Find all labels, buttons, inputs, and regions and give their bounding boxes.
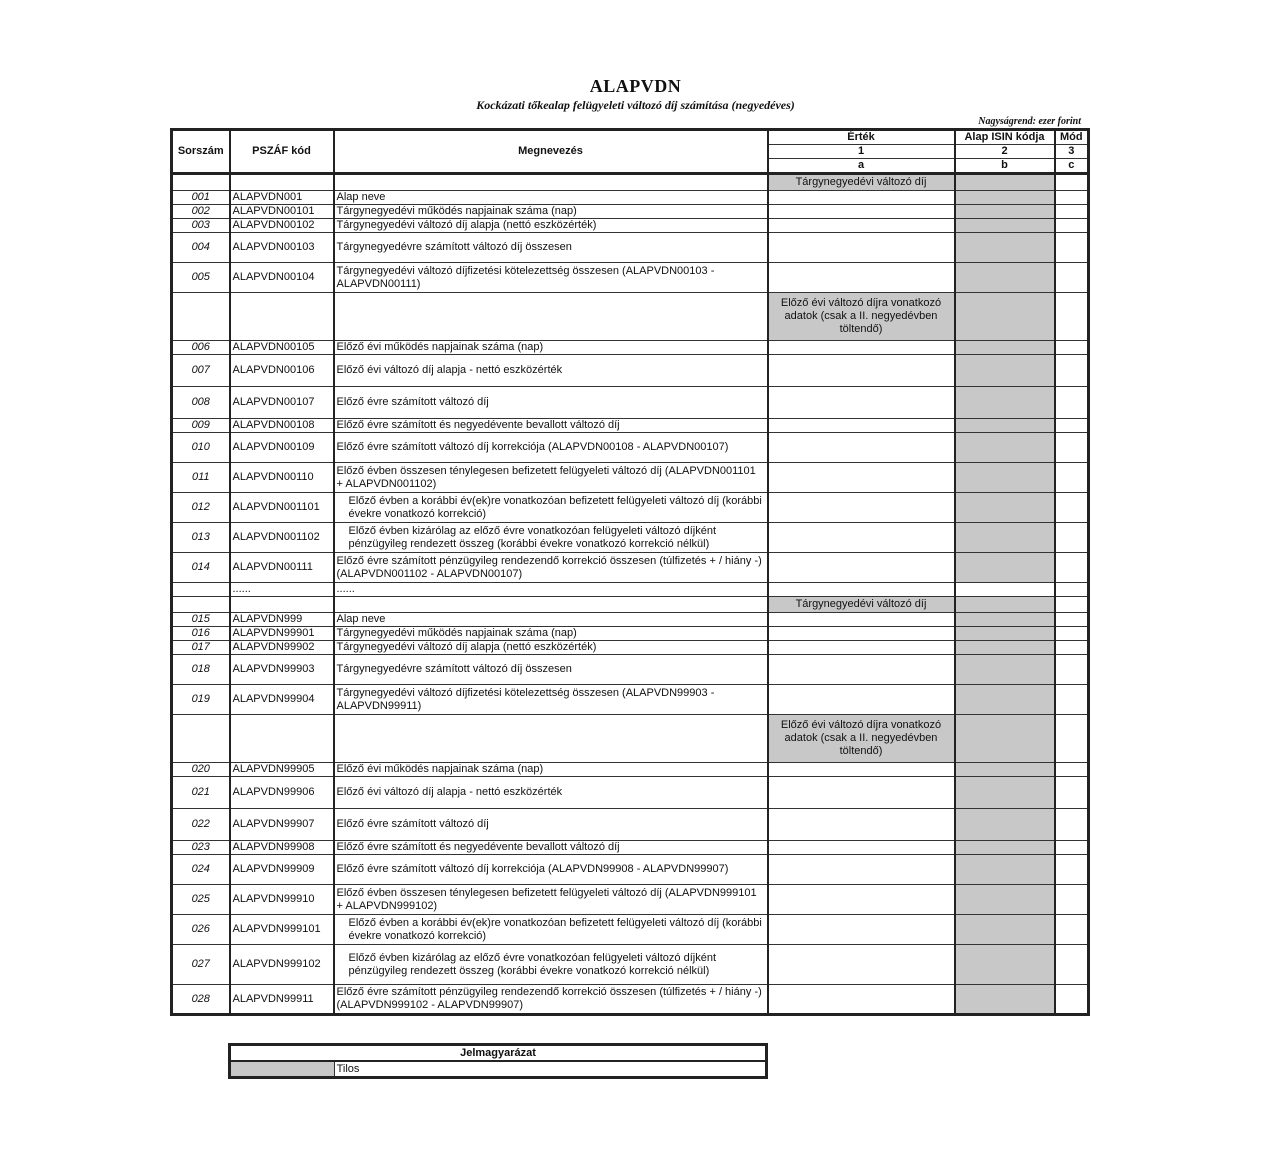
row-name: Tárgynegyedévre számított változó díj összesen <box>334 233 768 263</box>
isin-cell-disabled <box>955 855 1055 885</box>
isin-cell-disabled <box>955 655 1055 685</box>
isin-cell-disabled <box>955 493 1055 523</box>
mode-cell[interactable] <box>1055 655 1089 685</box>
value-cell[interactable] <box>768 655 955 685</box>
isin-cell-disabled <box>955 341 1055 355</box>
value-cell[interactable] <box>768 553 955 583</box>
row-code: ALAPVDN99907 <box>230 809 334 841</box>
mode-cell[interactable] <box>1055 945 1089 985</box>
row-name: Előző évi változó díj alapja - nettó eszközérték <box>334 355 768 387</box>
isin-cell-disabled <box>955 915 1055 945</box>
mode-cell[interactable] <box>1055 463 1089 493</box>
row-code: ALAPVDN00108 <box>230 419 334 433</box>
row-number: 003 <box>172 219 230 233</box>
header-letter-b: b <box>955 159 1055 174</box>
mode-cell[interactable] <box>1055 763 1089 777</box>
value-cell[interactable] <box>768 613 955 627</box>
section-label: Tárgynegyedévi változó díj <box>768 597 955 613</box>
row-code: ALAPVDN99906 <box>230 777 334 809</box>
mode-cell[interactable] <box>1055 233 1089 263</box>
value-cell[interactable] <box>768 627 955 641</box>
section-label-row <box>172 293 1089 341</box>
row-code: ALAPVDN00105 <box>230 341 334 355</box>
value-cell[interactable] <box>768 341 955 355</box>
row-name: Előző évre számított változó díj <box>334 387 768 419</box>
page-subtitle: Kockázati tőkealap felügyeleti változó díj számítása (negyedéves) <box>476 98 795 112</box>
row-number: 012 <box>172 493 230 523</box>
empty-cell <box>230 715 334 763</box>
row-name: Előző évi működés napjainak száma (nap) <box>334 341 768 355</box>
isin-cell-disabled <box>955 627 1055 641</box>
grey-cell <box>955 597 1055 613</box>
row-code: ALAPVDN00107 <box>230 387 334 419</box>
row-number: 011 <box>172 463 230 493</box>
grey-cell <box>955 715 1055 763</box>
row-code: ALAPVDN999101 <box>230 915 334 945</box>
isin-cell-disabled <box>955 523 1055 553</box>
isin-cell-disabled <box>955 419 1055 433</box>
mode-cell[interactable] <box>1055 855 1089 885</box>
mode-cell[interactable] <box>1055 419 1089 433</box>
section-label-row <box>172 597 1089 613</box>
isin-cell-disabled <box>955 233 1055 263</box>
row-number: 021 <box>172 777 230 809</box>
mode-cell[interactable] <box>1055 493 1089 523</box>
empty-cell <box>334 174 768 191</box>
row-name: Tárgynegyedévi változó díjfizetési kötelezettség összesen (ALAPVDN00103 - ALAPVDN00111) <box>334 263 768 293</box>
header-letter-c: c <box>1055 159 1089 174</box>
row-name: Előző évre számított változó díj <box>334 809 768 841</box>
table-row <box>172 985 1089 1015</box>
value-cell[interactable] <box>768 685 955 715</box>
empty-cell <box>334 293 768 341</box>
table-row <box>172 341 1089 355</box>
value-cell[interactable] <box>768 777 955 809</box>
mode-cell[interactable] <box>1055 841 1089 855</box>
mode-cell[interactable] <box>1055 263 1089 293</box>
isin-cell-disabled <box>955 809 1055 841</box>
empty-cell <box>230 293 334 341</box>
mode-cell[interactable] <box>1055 341 1089 355</box>
table-row <box>172 885 1089 915</box>
table-row <box>172 355 1089 387</box>
page-title: ALAPVDN <box>589 76 682 96</box>
grey-cell <box>955 174 1055 191</box>
isin-cell-disabled <box>955 219 1055 233</box>
dots-cell: ...... <box>334 583 768 597</box>
isin-cell-disabled <box>955 885 1055 915</box>
table-row <box>172 387 1089 419</box>
isin-cell-disabled <box>955 387 1055 419</box>
isin-cell-disabled <box>955 263 1055 293</box>
mode-cell[interactable] <box>1055 809 1089 841</box>
header-num-3: 3 <box>1055 145 1089 159</box>
empty-cell <box>172 583 230 597</box>
legend-title: Jelmagyarázat <box>230 1045 767 1062</box>
row-code: ALAPVDN99905 <box>230 763 334 777</box>
row-name: Tárgynegyedévi működés napjainak száma (nap) <box>334 627 768 641</box>
legend-grey-label: Tilos <box>334 1061 766 1078</box>
mode-cell[interactable] <box>1055 523 1089 553</box>
row-number: 015 <box>172 613 230 627</box>
legend-grey-swatch <box>230 1061 335 1078</box>
value-cell[interactable] <box>768 419 955 433</box>
row-name: Előző évre számított pénzügyileg rendezendő korrekció összesen (túlfizetés + / hiány -) (ALAPVDN999102 - ALAPVDN99907) <box>334 985 768 1015</box>
row-code: ALAPVDN99909 <box>230 855 334 885</box>
mode-cell[interactable] <box>1055 355 1089 387</box>
value-cell[interactable] <box>768 945 955 985</box>
empty-cell <box>172 715 230 763</box>
row-number: 016 <box>172 627 230 641</box>
table-row <box>172 627 1089 641</box>
row-number: 014 <box>172 553 230 583</box>
row-name: Előző évben a korábbi év(ek)re vonatkozóan befizetett felügyeleti változó díj (korábbi évekre vonatkozó korrekció) <box>334 493 768 523</box>
table-row <box>172 493 1089 523</box>
isin-cell-disabled <box>955 685 1055 715</box>
table-row <box>172 855 1089 885</box>
row-name: Előző évre számított pénzügyileg rendezendő korrekció összesen (túlfizetés + / hiány -) (ALAPVDN001102 - ALAPVDN00107) <box>334 553 768 583</box>
row-name: Előző évre számított és negyedévente bevallott változó díj <box>334 419 768 433</box>
isin-cell-disabled <box>955 777 1055 809</box>
value-cell[interactable] <box>768 641 955 655</box>
mode-cell[interactable] <box>1055 191 1089 205</box>
row-number: 017 <box>172 641 230 655</box>
value-cell[interactable] <box>768 433 955 463</box>
table-row <box>172 613 1089 627</box>
row-code: ALAPVDN99901 <box>230 627 334 641</box>
grey-cell <box>955 293 1055 341</box>
value-cell[interactable] <box>768 763 955 777</box>
row-name: Tárgynegyedévi változó díj alapja (nettó eszközérték) <box>334 641 768 655</box>
table-row <box>172 191 1089 205</box>
isin-cell-disabled <box>955 553 1055 583</box>
header-ertek: Érték <box>768 130 955 145</box>
empty-cell <box>172 293 230 341</box>
value-cell[interactable] <box>768 915 955 945</box>
header-sorszam: Sorszám <box>172 130 230 174</box>
table-row <box>172 945 1089 985</box>
value-cell[interactable] <box>768 809 955 841</box>
table-row <box>172 263 1089 293</box>
mode-cell[interactable] <box>1055 627 1089 641</box>
row-code: ALAPVDN00111 <box>230 553 334 583</box>
row-code: ALAPVDN00101 <box>230 205 334 219</box>
row-name: Előző évre számított változó díj korrekciója (ALAPVDN99908 - ALAPVDN99907) <box>334 855 768 885</box>
row-number: 009 <box>172 419 230 433</box>
row-code: ALAPVDN99904 <box>230 685 334 715</box>
empty-cell <box>1055 597 1089 613</box>
isin-cell-disabled <box>955 205 1055 219</box>
value-cell[interactable] <box>768 233 955 263</box>
row-name: Előző évben a korábbi év(ek)re vonatkozóan befizetett felügyeleti változó díj (korábbi évekre vonatkozó korrekció) <box>334 915 768 945</box>
row-code: ALAPVDN00110 <box>230 463 334 493</box>
row-code: ALAPVDN00102 <box>230 219 334 233</box>
row-name: Előző évre számított változó díj korrekciója (ALAPVDN00108 - ALAPVDN00107) <box>334 433 768 463</box>
empty-cell <box>334 597 768 613</box>
value-cell[interactable] <box>768 493 955 523</box>
table-row <box>172 219 1089 233</box>
table-row <box>172 233 1089 263</box>
row-name: Tárgynegyedévi változó díj alapja (nettó eszközérték) <box>334 219 768 233</box>
row-name: Előző évi változó díj alapja - nettó eszközérték <box>334 777 768 809</box>
row-name: Alap neve <box>334 191 768 205</box>
value-cell[interactable] <box>768 855 955 885</box>
row-number: 023 <box>172 841 230 855</box>
row-number: 019 <box>172 685 230 715</box>
value-cell[interactable] <box>768 191 955 205</box>
empty-cell <box>172 174 230 191</box>
empty-cell <box>1055 174 1089 191</box>
mode-cell[interactable] <box>1055 387 1089 419</box>
row-number: 006 <box>172 341 230 355</box>
mode-cell[interactable] <box>1055 685 1089 715</box>
row-number: 013 <box>172 523 230 553</box>
isin-cell-disabled <box>955 613 1055 627</box>
row-name: Előző évi működés napjainak száma (nap) <box>334 763 768 777</box>
row-name: Előző évben összesen ténylegesen befizetett felügyeleti változó díj (ALAPVDN001101 + ALAPVDN001102) <box>334 463 768 493</box>
row-number: 026 <box>172 915 230 945</box>
row-number: 025 <box>172 885 230 915</box>
row-number: 004 <box>172 233 230 263</box>
row-number: 002 <box>172 205 230 219</box>
row-name: Előző évben összesen ténylegesen befizetett felügyeleti változó díj (ALAPVDN999101 + ALAPVDN999102) <box>334 885 768 915</box>
mode-cell[interactable] <box>1055 915 1089 945</box>
row-code: ALAPVDN999 <box>230 613 334 627</box>
table-row <box>172 419 1089 433</box>
row-number: 001 <box>172 191 230 205</box>
value-cell[interactable] <box>768 523 955 553</box>
table-row <box>172 841 1089 855</box>
main-table <box>170 128 1090 1016</box>
row-code: ALAPVDN00103 <box>230 233 334 263</box>
isin-cell-disabled <box>955 463 1055 493</box>
value-cell[interactable] <box>768 205 955 219</box>
value-cell[interactable] <box>768 885 955 915</box>
row-number: 008 <box>172 387 230 419</box>
mode-cell[interactable] <box>1055 777 1089 809</box>
row-code: ALAPVDN99910 <box>230 885 334 915</box>
table-row <box>172 463 1089 493</box>
value-cell[interactable] <box>768 387 955 419</box>
isin-cell-disabled <box>955 191 1055 205</box>
empty-cell <box>230 597 334 613</box>
mode-cell[interactable] <box>1055 433 1089 463</box>
section-label-row <box>172 174 1089 191</box>
row-code: ALAPVDN001101 <box>230 493 334 523</box>
isin-cell-disabled <box>955 355 1055 387</box>
table-row <box>172 655 1089 685</box>
table-row <box>172 205 1089 219</box>
section-label-row <box>172 715 1089 763</box>
header-pszaf: PSZÁF kód <box>230 130 334 174</box>
row-code: ALAPVDN99908 <box>230 841 334 855</box>
row-code: ALAPVDN99911 <box>230 985 334 1015</box>
empty-cell <box>1055 715 1089 763</box>
mode-cell[interactable] <box>1055 205 1089 219</box>
table-row <box>172 641 1089 655</box>
value-cell[interactable] <box>768 463 955 493</box>
table-row <box>172 523 1089 553</box>
row-name: Tárgynegyedévre számított változó díj összesen <box>334 655 768 685</box>
isin-cell-disabled <box>955 985 1055 1015</box>
row-code: ALAPVDN001102 <box>230 523 334 553</box>
row-code: ALAPVDN00109 <box>230 433 334 463</box>
row-number: 007 <box>172 355 230 387</box>
row-number: 010 <box>172 433 230 463</box>
table-row <box>172 915 1089 945</box>
empty-cell <box>1055 293 1089 341</box>
section-label: Tárgynegyedévi változó díj <box>768 174 955 191</box>
row-number: 027 <box>172 945 230 985</box>
row-number: 005 <box>172 263 230 293</box>
row-number: 020 <box>172 763 230 777</box>
row-number: 022 <box>172 809 230 841</box>
isin-cell-disabled <box>955 433 1055 463</box>
isin-cell-disabled <box>955 841 1055 855</box>
mode-cell[interactable] <box>1055 613 1089 627</box>
row-code: ALAPVDN999102 <box>230 945 334 985</box>
row-name: Alap neve <box>334 613 768 627</box>
row-name: Tárgynegyedévi működés napjainak száma (nap) <box>334 205 768 219</box>
value-cell[interactable] <box>768 985 955 1015</box>
row-code: ALAPVDN001 <box>230 191 334 205</box>
empty-cell <box>334 715 768 763</box>
section-label: Előző évi változó díjra vonatkozó adatok (csak a II. negyedévben töltendő) <box>768 293 955 341</box>
table-row <box>172 553 1089 583</box>
value-cell[interactable] <box>768 841 955 855</box>
header-num-2: 2 <box>955 145 1055 159</box>
table-row <box>172 763 1089 777</box>
header-letter-a: a <box>768 159 955 174</box>
mode-cell[interactable] <box>1055 219 1089 233</box>
header-num-1: 1 <box>768 145 955 159</box>
header-mod: Mód <box>1055 130 1089 145</box>
table-row <box>172 809 1089 841</box>
row-code: ALAPVDN00106 <box>230 355 334 387</box>
mode-cell[interactable] <box>1055 641 1089 655</box>
row-name: Tárgynegyedévi változó díjfizetési kötelezettség összesen (ALAPVDN99903 - ALAPVDN99911) <box>334 685 768 715</box>
value-cell[interactable] <box>768 219 955 233</box>
empty-cell <box>768 583 955 597</box>
table-row <box>172 685 1089 715</box>
row-name: Előző évben kizárólag az előző évre vonatkozóan felügyeleti változó díjként pénzügyileg rendezett összeg (korábbi évekre vonatkozó korrekció nélkül) <box>334 523 768 553</box>
section-label: Előző évi változó díjra vonatkozó adatok (csak a II. negyedévben töltendő) <box>768 715 955 763</box>
row-code: ALAPVDN00104 <box>230 263 334 293</box>
isin-cell-disabled <box>955 641 1055 655</box>
mode-cell[interactable] <box>1055 885 1089 915</box>
mode-cell[interactable] <box>1055 553 1089 583</box>
row-number: 024 <box>172 855 230 885</box>
row-name: Előző évben kizárólag az előző évre vonatkozóan felügyeleti változó díjként pénzügyileg rendezett összeg (korábbi évekre vonatkozó korrekció nélkül) <box>334 945 768 985</box>
value-cell[interactable] <box>768 355 955 387</box>
table-body <box>172 174 1089 1015</box>
isin-cell-disabled <box>955 763 1055 777</box>
row-name: Előző évre számított és negyedévente bevallott változó díj <box>334 841 768 855</box>
mode-cell[interactable] <box>1055 985 1089 1015</box>
row-code: ALAPVDN99902 <box>230 641 334 655</box>
empty-cell <box>1055 583 1089 597</box>
header-megnevezes: Megnevezés <box>334 130 768 174</box>
legend-table <box>228 1043 768 1079</box>
row-number: 018 <box>172 655 230 685</box>
row-number: 028 <box>172 985 230 1015</box>
header-isin: Alap ISIN kódja <box>955 130 1055 145</box>
table-row <box>172 777 1089 809</box>
dots-cell: ...... <box>230 583 334 597</box>
empty-cell <box>230 174 334 191</box>
empty-cell <box>172 597 230 613</box>
empty-cell <box>955 583 1055 597</box>
table-row <box>172 433 1089 463</box>
unit-note: Nagyságrend: ezer forint <box>978 116 1081 127</box>
row-code: ALAPVDN99903 <box>230 655 334 685</box>
isin-cell-disabled <box>955 945 1055 985</box>
value-cell[interactable] <box>768 263 955 293</box>
ellipsis-row <box>172 583 1089 597</box>
